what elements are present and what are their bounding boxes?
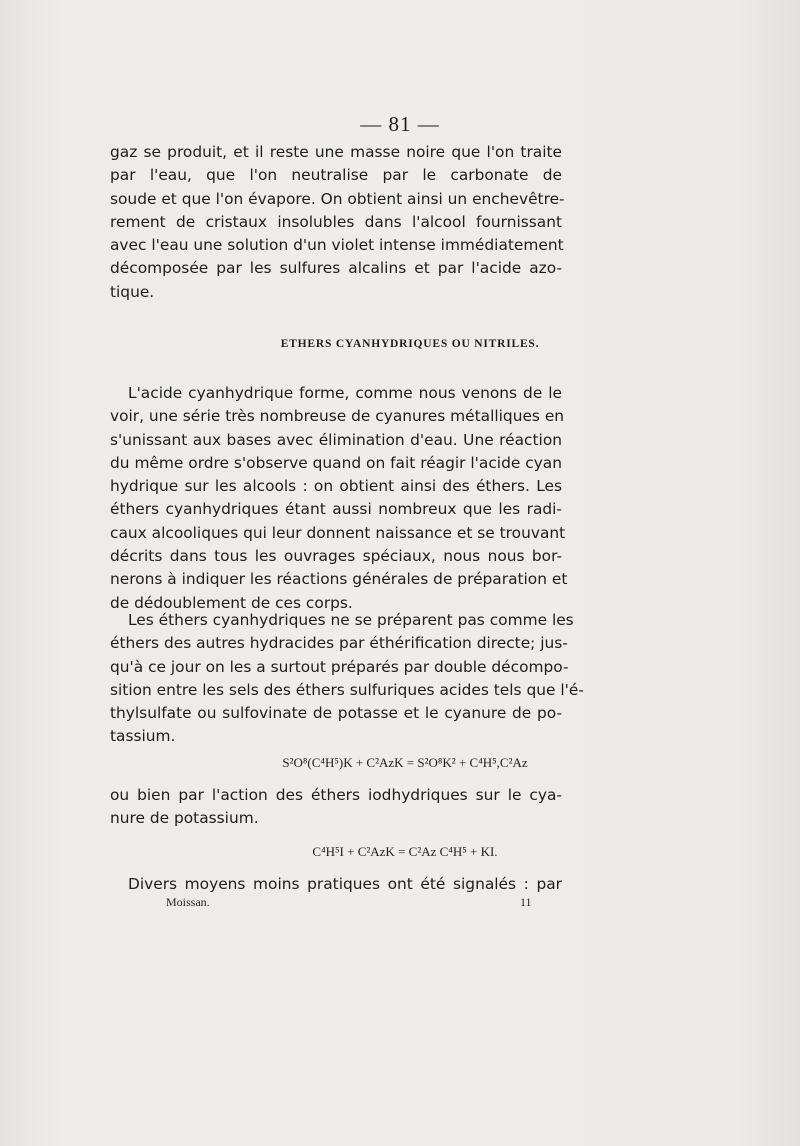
text-line: décrits dans tous les ouvrages spéciaux, nous nous bor- — [110, 547, 562, 566]
text-line: éthers des autres hydracides par éthérification directe; jus- — [110, 634, 568, 653]
text-line: Divers moyens moins pratiques ont été signalés : par — [128, 875, 562, 893]
text-line: s'unissant aux bases avec élimination d'eau. Une réaction — [110, 430, 562, 449]
paragraph-2 — [110, 382, 568, 615]
text-line: thylsulfate ou sulfovinate de potasse et le cyanure de po- — [110, 704, 562, 723]
text-line: gaz se produit, et il reste une masse noire que l'on traite — [110, 143, 562, 161]
text-line: rement de cristaux insolubles dans l'alcool fournissant — [110, 212, 562, 231]
text-line: du même ordre s'observe quand on fait réagir l'acide cyan — [110, 453, 562, 472]
text-line: soude et que l'on évapore. On obtient ainsi un enchevêtre- — [110, 189, 565, 208]
chemical-equation-1: S²O⁸(C⁴H⁵)K + C²AzK = S²O⁸K² + C⁴H⁵,C²Az — [282, 755, 528, 770]
text-line: nure de potassium. — [110, 809, 259, 828]
text-line: de dédoublement de ces corps. — [110, 593, 353, 612]
text-line: L'acide cyanhydrique forme, comme nous venons de le — [128, 384, 562, 402]
text-line: hydrique sur les alcools : on obtient ainsi des éthers. Les — [110, 477, 562, 496]
text-line: qu'à ce jour on les a surtout préparés par double décompo- — [110, 657, 569, 676]
text-line: éthers cyanhydriques étant aussi nombreux que les radi- — [110, 500, 562, 519]
page-number: — 81 — — [360, 112, 440, 136]
text-line: tassium. — [110, 727, 176, 746]
paragraph-3 — [110, 609, 584, 749]
text-line: ou bien par l'action des éthers iodhydriques sur le cya- — [110, 786, 562, 804]
paragraph-1 — [110, 141, 565, 304]
text-line: Les éthers cyanhydriques ne se préparent pas comme les — [128, 611, 574, 629]
text-line: nerons à indiquer les réactions générales de préparation et — [110, 570, 568, 589]
text-line: par l'eau, que l'on neutralise par le carbonate de — [110, 166, 562, 185]
text-line: décomposée par les sulfures alcalins et par l'acide azo- — [110, 259, 562, 278]
chemical-equation-2: C⁴H⁵I + C²AzK = C²Az C⁴H⁵ + KI. — [312, 844, 498, 859]
text-line: sition entre les sels des éthers sulfuriques acides tels que l'é- — [110, 680, 584, 699]
paragraph-4 — [110, 784, 562, 831]
text-line: avec l'eau une solution d'un violet intense immédiatement — [110, 236, 564, 255]
text-line: voir, une série très nombreuse de cyanures métalliques en — [110, 407, 565, 426]
paragraph-5 — [110, 873, 562, 896]
footer-author: Moissan. — [166, 895, 210, 909]
footer-signature-number: 11 — [520, 895, 532, 909]
text-line: caux alcooliques qui leur donnent naissance et se trouvant — [110, 523, 566, 542]
text-line: tique. — [110, 282, 155, 301]
section-title: ETHERS CYANHYDRIQUES OU NITRILES. — [280, 338, 540, 350]
